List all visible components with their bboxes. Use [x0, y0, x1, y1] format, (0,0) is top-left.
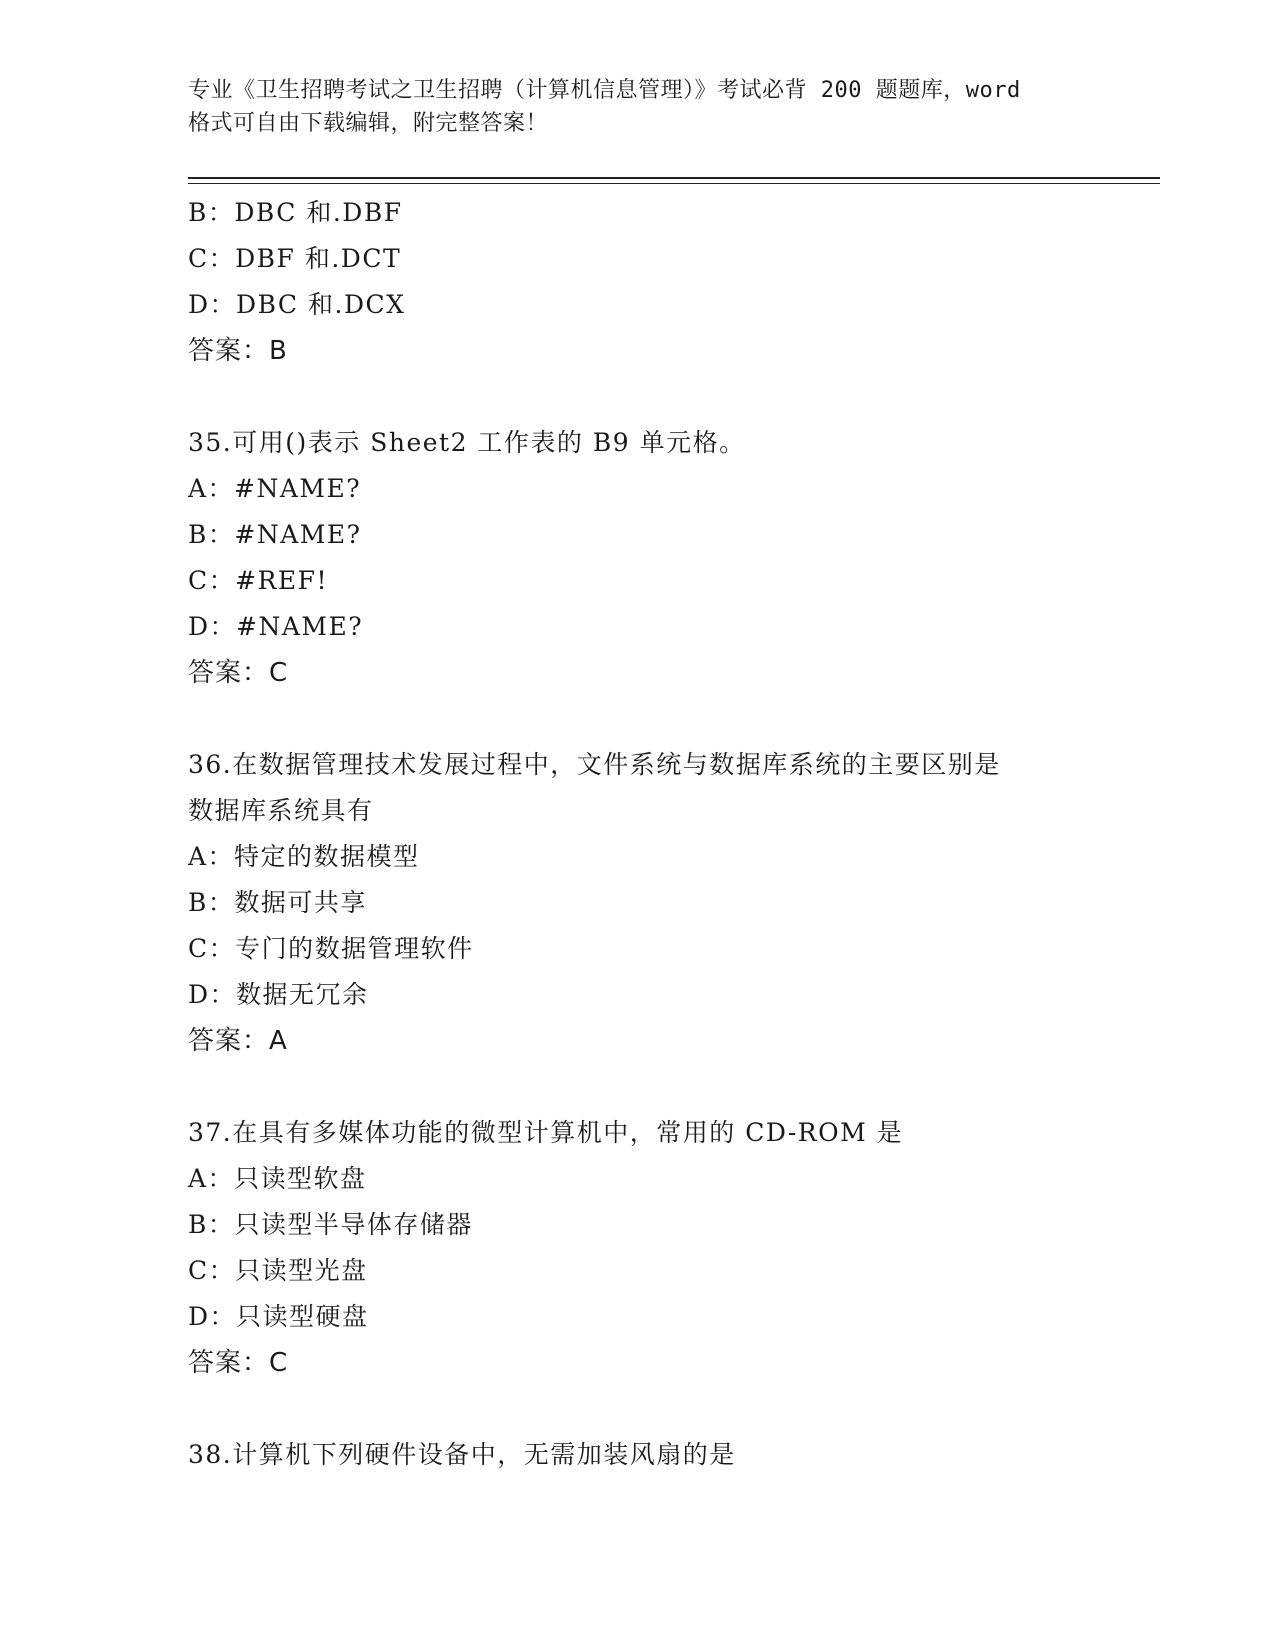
option-b: B：只读型半导体存储器 [188, 1210, 473, 1239]
option-b: B：数据可共享 [188, 888, 367, 917]
spacer [188, 374, 1148, 420]
spacer [188, 1064, 1148, 1110]
option-c: C：专门的数据管理软件 [188, 934, 474, 963]
option-b: B：#NAME? [188, 520, 362, 549]
option-c: C：只读型光盘 [188, 1256, 368, 1285]
header-line-2: 格式可自由下载编辑，附完整答案！ [188, 111, 549, 136]
answer-label: 答案：A [188, 1026, 288, 1056]
option-a: A：特定的数据模型 [188, 842, 420, 871]
header-line-1: 专业《卫生招聘考试之卫生招聘（计算机信息管理）》考试必背 200 题题库，word [188, 78, 1021, 103]
option-a: A：#NAME? [188, 474, 362, 503]
option-d: D：数据无冗余 [188, 980, 369, 1009]
question-block-38 [188, 1432, 1148, 1478]
option-d: D：DBC 和.DCX [188, 290, 406, 319]
question-list [188, 190, 1148, 1478]
question-stem: 38.计算机下列硬件设备中，无需加装风扇的是 [188, 1440, 736, 1469]
question-stem: 37.在具有多媒体功能的微型计算机中，常用的 CD-ROM 是 [188, 1118, 904, 1147]
option-a: A：只读型软盘 [188, 1164, 367, 1193]
question-block-35 [188, 420, 1148, 696]
header-divider-thin [188, 183, 1160, 184]
question-block-34 [188, 190, 1148, 374]
question-block-37 [188, 1110, 1148, 1386]
option-c: C：#REF! [188, 566, 329, 595]
question-stem-line-2: 数据库系统具有 [188, 796, 374, 825]
question-stem-line-1: 36.在数据管理技术发展过程中，文件系统与数据库系统的主要区别是 [188, 750, 1001, 779]
answer-label: 答案：B [188, 336, 288, 366]
option-d: D：#NAME? [188, 612, 364, 641]
header-divider-thick [188, 177, 1160, 179]
option-d: D：只读型硬盘 [188, 1302, 369, 1331]
document-header [188, 74, 1088, 140]
spacer [188, 696, 1148, 742]
answer-label: 答案：C [188, 658, 289, 688]
option-b: B：DBC 和.DBF [188, 198, 403, 227]
question-block-36 [188, 742, 1148, 1064]
spacer [188, 1386, 1148, 1432]
question-stem: 35.可用()表示 Sheet2 工作表的 B9 单元格。 [188, 428, 746, 457]
answer-label: 答案：C [188, 1348, 289, 1378]
option-c: C：DBF 和.DCT [188, 244, 402, 273]
